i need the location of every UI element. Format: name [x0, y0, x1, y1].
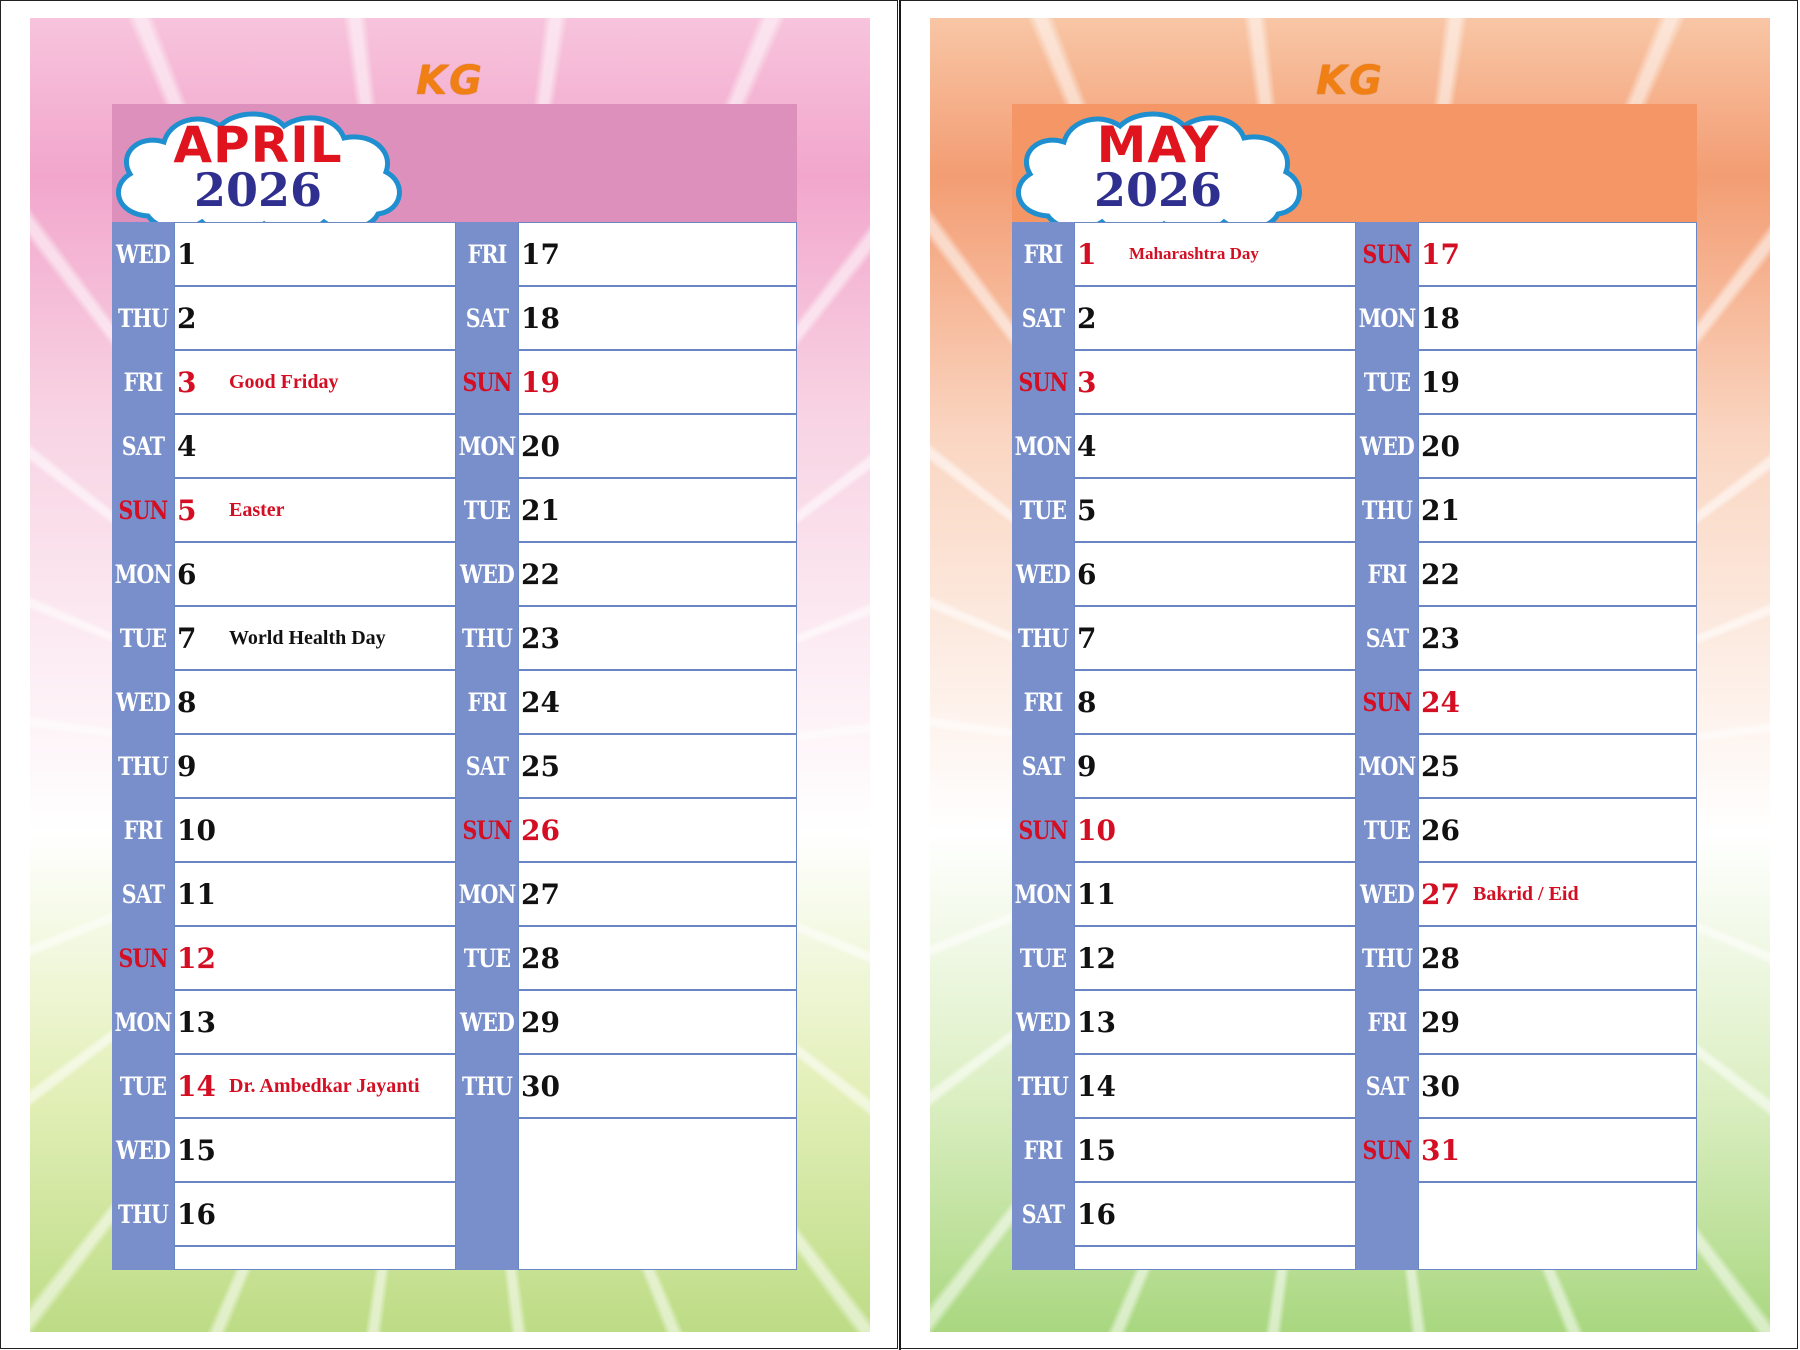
weekday-label-row [1356, 286, 1418, 350]
date-cell [518, 350, 797, 414]
day-number: 13 [1077, 1005, 1116, 1039]
weekday-label-row [456, 926, 518, 990]
date-cell [1074, 222, 1356, 286]
holiday-label: World Health Day [229, 626, 386, 649]
day-number: 23 [521, 621, 560, 655]
date-cell [1418, 478, 1697, 542]
date-cell [518, 542, 797, 606]
date-cell [1418, 734, 1697, 798]
weekday-label-row [1356, 862, 1418, 926]
weekday-label: SAT [1021, 751, 1065, 781]
weekday-label-row [1356, 606, 1418, 670]
day-number: 14 [177, 1069, 216, 1103]
weekday-label: SUN [1362, 687, 1412, 717]
date-cell [1074, 414, 1356, 478]
weekday-label-row [1012, 478, 1074, 542]
date-cell [518, 990, 797, 1054]
weekday-label-row [1012, 798, 1074, 862]
year-label: 2026 [193, 163, 323, 217]
weekday-label-row [456, 862, 518, 926]
day-number: 17 [521, 237, 560, 271]
weekday-label: TUE [1019, 943, 1067, 973]
weekday-label-row [1012, 222, 1074, 286]
weekday-label: FRI [1023, 239, 1063, 269]
weekday-label-row [456, 286, 518, 350]
date-cell [518, 414, 797, 478]
date-cell [1418, 350, 1697, 414]
weekday-label: TUE [119, 1071, 167, 1101]
weekday-label: SUN [1018, 815, 1068, 845]
month-name: APRIL [173, 116, 343, 174]
weekday-label-row [112, 926, 174, 990]
date-cell [174, 990, 456, 1054]
day-number: 27 [1421, 877, 1460, 911]
weekday-label: SAT [1021, 1199, 1065, 1229]
weekday-label: TUE [1363, 367, 1411, 397]
day-number: 12 [177, 941, 216, 975]
april-calendar-page [30, 18, 870, 1332]
date-cell [1418, 926, 1697, 990]
weekday-label: SAT [465, 303, 509, 333]
day-number: 2 [177, 301, 197, 335]
date-cell [1074, 798, 1356, 862]
weekday-label-row [456, 478, 518, 542]
day-number: 18 [1421, 301, 1460, 335]
weekday-label: SUN [118, 495, 168, 525]
date-cell [1418, 286, 1697, 350]
day-number: 6 [177, 557, 197, 591]
weekday-label-row [112, 798, 174, 862]
day-number: 10 [1077, 813, 1116, 847]
day-number: 7 [1077, 621, 1097, 655]
date-cell [518, 478, 797, 542]
weekday-label: TUE [463, 495, 511, 525]
date-cell [174, 862, 456, 926]
weekday-label-row [456, 222, 518, 286]
weekday-label-row [1012, 414, 1074, 478]
weekday-label-row [1356, 926, 1418, 990]
weekday-label-row [1012, 606, 1074, 670]
date-cell [1074, 286, 1356, 350]
holiday-label: Bakrid / Eid [1473, 882, 1579, 905]
date-cell [1418, 1054, 1697, 1118]
day-number: 29 [521, 1005, 560, 1039]
day-number: 21 [1421, 493, 1460, 527]
date-cell [518, 286, 797, 350]
date-cell [1074, 542, 1356, 606]
day-number: 3 [177, 365, 197, 399]
date-cell [1074, 926, 1356, 990]
weekday-label: MON [1358, 303, 1416, 333]
day-number: 10 [177, 813, 216, 847]
date-grid [1012, 222, 1697, 1270]
weekday-label: FRI [467, 239, 507, 269]
weekday-label-row [456, 1054, 518, 1118]
weekday-label: SUN [462, 367, 512, 397]
day-number: 29 [1421, 1005, 1460, 1039]
weekday-label-row [1012, 734, 1074, 798]
date-cell [174, 734, 456, 798]
weekday-label: FRI [1367, 559, 1407, 589]
weekday-label: SUN [1362, 239, 1412, 269]
date-cell [1418, 414, 1697, 478]
day-number: 12 [1077, 941, 1116, 975]
weekday-label-row [456, 990, 518, 1054]
day-number: 28 [1421, 941, 1460, 975]
weekday-label: WED [116, 239, 170, 269]
date-cell [518, 926, 797, 990]
date-cell [1418, 990, 1697, 1054]
day-number: 25 [1421, 749, 1460, 783]
weekday-label: FRI [467, 687, 507, 717]
weekday-label: WED [116, 687, 170, 717]
date-cell [1418, 798, 1697, 862]
weekday-label-row [456, 606, 518, 670]
weekday-label-row [456, 542, 518, 606]
day-number: 20 [521, 429, 560, 463]
date-cell [174, 1182, 456, 1246]
date-cell [1418, 542, 1697, 606]
day-number: 26 [1421, 813, 1460, 847]
date-cell [518, 1054, 797, 1118]
weekday-label-row [112, 222, 174, 286]
date-cell [1074, 734, 1356, 798]
weekday-label: WED [460, 1007, 514, 1037]
day-number: 7 [177, 621, 197, 655]
weekday-label: MON [114, 1007, 172, 1037]
date-cell [1418, 606, 1697, 670]
date-cell [174, 798, 456, 862]
day-number: 8 [1077, 685, 1097, 719]
weekday-label: SUN [462, 815, 512, 845]
date-cell [518, 862, 797, 926]
weekday-label: THU [117, 303, 169, 333]
weekday-label-row [1012, 926, 1074, 990]
weekday-label: THU [1361, 495, 1413, 525]
weekday-label: TUE [1019, 495, 1067, 525]
empty-date-cell [518, 1118, 797, 1270]
date-cell [174, 414, 456, 478]
brand-logo: KG [1316, 58, 1384, 104]
date-cell [1074, 990, 1356, 1054]
weekday-label: SAT [1365, 1071, 1409, 1101]
date-grid [112, 222, 797, 1270]
day-number: 23 [1421, 621, 1460, 655]
date-cell [518, 670, 797, 734]
holiday-label: Dr. Ambedkar Jayanti [229, 1074, 420, 1097]
day-number: 22 [521, 557, 560, 591]
weekday-label-row [112, 1182, 174, 1246]
weekday-label-row [1012, 286, 1074, 350]
weekday-label: MON [458, 879, 516, 909]
date-cell [174, 286, 456, 350]
day-number: 18 [521, 301, 560, 335]
date-cell [174, 606, 456, 670]
weekday-label: THU [117, 751, 169, 781]
weekday-label: THU [461, 623, 513, 653]
weekday-label-row [1356, 1118, 1418, 1182]
day-number: 20 [1421, 429, 1460, 463]
date-cell [518, 734, 797, 798]
date-cell [174, 350, 456, 414]
day-number: 24 [521, 685, 560, 719]
day-number: 17 [1421, 237, 1460, 271]
weekday-label-row [1356, 350, 1418, 414]
date-cell [1074, 606, 1356, 670]
date-cell [1074, 478, 1356, 542]
weekday-label-row [1356, 798, 1418, 862]
weekday-label: FRI [1367, 1007, 1407, 1037]
weekday-label-row [1012, 350, 1074, 414]
weekday-label-row [456, 798, 518, 862]
weekday-label-row [1012, 862, 1074, 926]
weekday-label-row [1012, 1054, 1074, 1118]
day-number: 4 [1077, 429, 1097, 463]
weekday-label-row [1012, 990, 1074, 1054]
weekday-label: WED [116, 1135, 170, 1165]
date-cell [1074, 670, 1356, 734]
weekday-label-row [1356, 414, 1418, 478]
weekday-label: THU [1017, 1071, 1069, 1101]
weekday-label: MON [1014, 431, 1072, 461]
weekday-label-row [1012, 542, 1074, 606]
day-number: 1 [177, 237, 197, 271]
weekday-label: SUN [1018, 367, 1068, 397]
day-number: 25 [521, 749, 560, 783]
year-label: 2026 [1093, 163, 1223, 217]
weekday-label-row [112, 862, 174, 926]
day-number: 31 [1421, 1133, 1460, 1167]
empty-date-cell [1418, 1182, 1697, 1270]
date-cell [174, 1054, 456, 1118]
day-number: 28 [521, 941, 560, 975]
weekday-label: TUE [463, 943, 511, 973]
weekday-label: SAT [121, 431, 165, 461]
date-cell [1074, 1054, 1356, 1118]
weekday-label-row [456, 734, 518, 798]
weekday-label-row [456, 414, 518, 478]
weekday-label-row [456, 670, 518, 734]
date-cell [174, 222, 456, 286]
day-number: 5 [1077, 493, 1097, 527]
weekday-label-row [1356, 670, 1418, 734]
date-cell [1074, 350, 1356, 414]
weekday-label-row [1356, 222, 1418, 286]
brand-logo: KG [416, 58, 484, 104]
day-number: 16 [177, 1197, 216, 1231]
may-calendar-page [930, 18, 1770, 1332]
day-number: 5 [177, 493, 197, 527]
weekday-label: SUN [118, 943, 168, 973]
date-cell [518, 798, 797, 862]
date-cell [518, 606, 797, 670]
weekday-label-row [1012, 670, 1074, 734]
weekday-label: THU [117, 1199, 169, 1229]
weekday-label-row [1356, 990, 1418, 1054]
weekday-label-row [112, 670, 174, 734]
day-number: 19 [521, 365, 560, 399]
weekday-label-row [112, 606, 174, 670]
day-number: 11 [177, 877, 216, 911]
weekday-label: SAT [121, 879, 165, 909]
weekday-label-row [112, 414, 174, 478]
holiday-label: Easter [229, 498, 285, 521]
date-cell [1418, 222, 1697, 286]
weekday-label: SAT [1021, 303, 1065, 333]
weekday-label: TUE [119, 623, 167, 653]
weekday-label: THU [461, 1071, 513, 1101]
weekday-label: MON [1014, 879, 1072, 909]
weekday-label-row [112, 478, 174, 542]
weekday-label: MON [1358, 751, 1416, 781]
day-number: 3 [1077, 365, 1097, 399]
page-divider [899, 0, 901, 1350]
weekday-label-row [112, 286, 174, 350]
weekday-label-row [1012, 1182, 1074, 1246]
day-number: 9 [1077, 749, 1097, 783]
weekday-label: SAT [465, 751, 509, 781]
weekday-label-row [112, 990, 174, 1054]
weekday-label: WED [1360, 879, 1414, 909]
day-number: 6 [1077, 557, 1097, 591]
day-number: 1 [1077, 237, 1097, 271]
day-number: 30 [521, 1069, 560, 1103]
date-cell [174, 1118, 456, 1182]
weekday-label: FRI [123, 367, 163, 397]
date-cell [174, 542, 456, 606]
weekday-label: FRI [1023, 687, 1063, 717]
day-number: 16 [1077, 1197, 1116, 1231]
weekday-label-row [1356, 542, 1418, 606]
weekday-label: WED [1016, 1007, 1070, 1037]
date-cell [1418, 862, 1697, 926]
day-number: 9 [177, 749, 197, 783]
holiday-label: Maharashtra Day [1129, 244, 1259, 263]
date-cell [174, 478, 456, 542]
weekday-label: FRI [123, 815, 163, 845]
date-cell [1418, 670, 1697, 734]
date-cell [1074, 862, 1356, 926]
date-cell [1074, 1118, 1356, 1182]
day-number: 2 [1077, 301, 1097, 335]
weekday-label-row [1356, 478, 1418, 542]
date-cell [518, 222, 797, 286]
day-number: 26 [521, 813, 560, 847]
date-cell [174, 670, 456, 734]
weekday-label-row [1012, 1118, 1074, 1182]
weekday-label: FRI [1023, 1135, 1063, 1165]
date-cell [1074, 1182, 1356, 1246]
day-number: 24 [1421, 685, 1460, 719]
weekday-label: THU [1361, 943, 1413, 973]
weekday-label: MON [458, 431, 516, 461]
weekday-label-row [112, 350, 174, 414]
weekday-label: THU [1017, 623, 1069, 653]
empty-date-cell [174, 1246, 456, 1270]
weekday-label-row [112, 1054, 174, 1118]
weekday-label-row [112, 542, 174, 606]
weekday-label: SUN [1362, 1135, 1412, 1165]
day-number: 11 [1077, 877, 1116, 911]
weekday-label-row [1356, 1054, 1418, 1118]
day-number: 27 [521, 877, 560, 911]
date-cell [174, 926, 456, 990]
day-number: 30 [1421, 1069, 1460, 1103]
holiday-label: Good Friday [229, 370, 339, 393]
weekday-label-row [112, 1118, 174, 1182]
weekday-label-row [112, 734, 174, 798]
month-name: MAY [1096, 116, 1220, 174]
weekday-label: WED [1360, 431, 1414, 461]
weekday-label-row [1356, 734, 1418, 798]
weekday-label: TUE [1363, 815, 1411, 845]
day-number: 8 [177, 685, 197, 719]
weekday-label: WED [1016, 559, 1070, 589]
day-number: 13 [177, 1005, 216, 1039]
day-number: 15 [1077, 1133, 1116, 1167]
day-number: 4 [177, 429, 197, 463]
empty-date-cell [1074, 1246, 1356, 1270]
weekday-label: MON [114, 559, 172, 589]
weekday-label: WED [460, 559, 514, 589]
day-number: 22 [1421, 557, 1460, 591]
weekday-label: SAT [1365, 623, 1409, 653]
day-number: 15 [177, 1133, 216, 1167]
day-number: 21 [521, 493, 560, 527]
date-cell [1418, 1118, 1697, 1182]
day-number: 14 [1077, 1069, 1116, 1103]
weekday-label-row [456, 350, 518, 414]
day-number: 19 [1421, 365, 1460, 399]
